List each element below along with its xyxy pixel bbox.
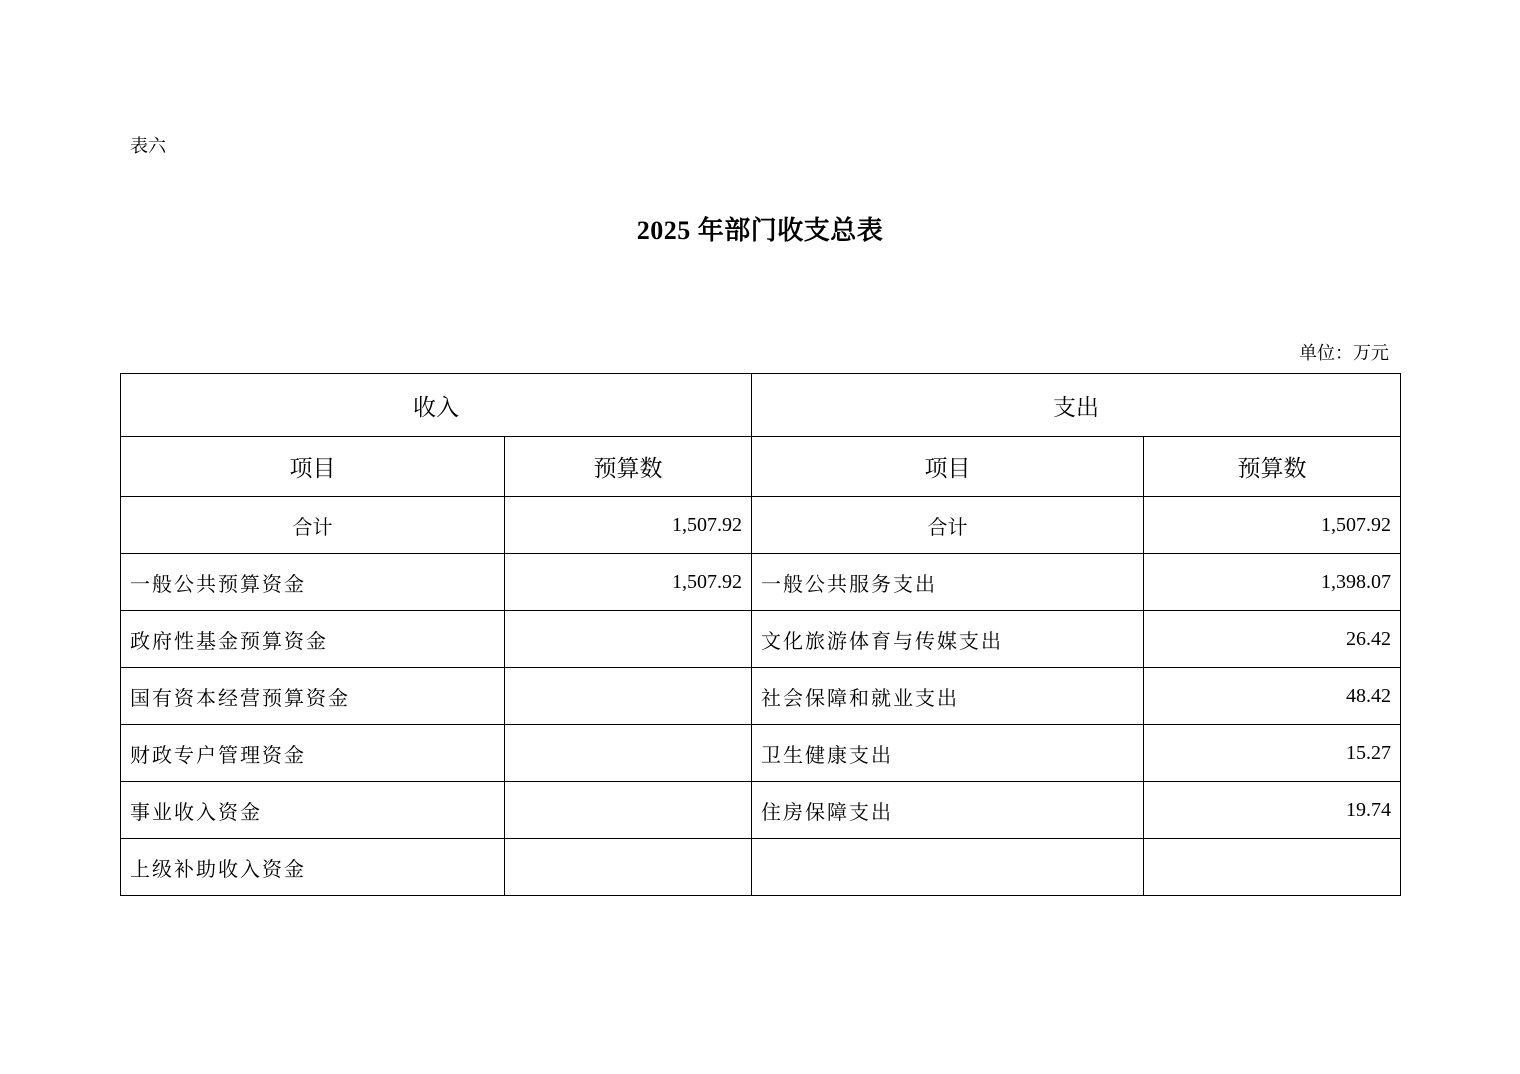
expense-total-label: 合计 [752, 497, 1144, 554]
unit-label: 单位：万元 [1299, 343, 1389, 364]
expense-value: 19.74 [1144, 782, 1401, 839]
income-item: 政府性基金预算资金 [121, 611, 505, 668]
table-row [121, 554, 1401, 611]
expense-value [1144, 839, 1401, 896]
expense-value: 48.42 [1144, 668, 1401, 725]
income-item: 事业收入资金 [121, 782, 505, 839]
expense-item-header: 项目 [752, 437, 1144, 497]
table-row [121, 725, 1401, 782]
page-title: 2025 年部门收支总表 [636, 216, 884, 245]
income-item: 上级补助收入资金 [121, 839, 505, 896]
expense-value: 15.27 [1144, 725, 1401, 782]
table-row [121, 611, 1401, 668]
table-row [121, 839, 1401, 896]
total-row [121, 497, 1401, 554]
expense-item: 社会保障和就业支出 [752, 668, 1144, 725]
expense-item: 一般公共服务支出 [752, 554, 1144, 611]
table-row [121, 668, 1401, 725]
table-column-header-row [121, 437, 1401, 497]
expense-total-value: 1,507.92 [1144, 497, 1401, 554]
expense-item: 文化旅游体育与传媒支出 [752, 611, 1144, 668]
expense-value: 1,398.07 [1144, 554, 1401, 611]
table-group-header-row [121, 374, 1401, 437]
income-budget-header: 预算数 [505, 437, 752, 497]
income-value [505, 668, 752, 725]
income-item: 国有资本经营预算资金 [121, 668, 505, 725]
income-value: 1,507.92 [505, 554, 752, 611]
income-item-header: 项目 [121, 437, 505, 497]
income-value [505, 725, 752, 782]
income-total-label: 合计 [121, 497, 505, 554]
expense-item: 住房保障支出 [752, 782, 1144, 839]
expense-item [752, 839, 1144, 896]
expense-value: 26.42 [1144, 611, 1401, 668]
expense-item: 卫生健康支出 [752, 725, 1144, 782]
income-item: 财政专户管理资金 [121, 725, 505, 782]
table-row [121, 782, 1401, 839]
income-group-header: 收入 [121, 374, 752, 437]
table-number-label: 表六 [130, 136, 166, 157]
expense-group-header: 支出 [752, 374, 1401, 437]
income-value [505, 611, 752, 668]
budget-table [120, 373, 1401, 896]
income-value [505, 839, 752, 896]
income-item: 一般公共预算资金 [121, 554, 505, 611]
income-total-value: 1,507.92 [505, 497, 752, 554]
income-value [505, 782, 752, 839]
expense-budget-header: 预算数 [1144, 437, 1401, 497]
